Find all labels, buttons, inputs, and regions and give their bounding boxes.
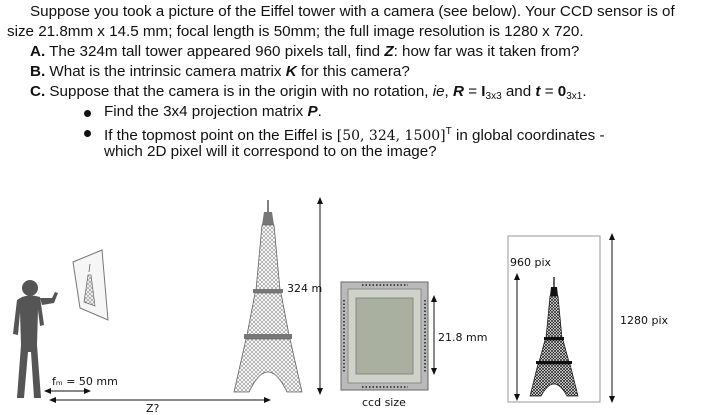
question-c-r: R: [453, 83, 464, 100]
question-c-end: .: [582, 83, 587, 100]
question-b-text: What is the intrinsic camera matrix: [49, 63, 286, 80]
question-c-t: t: [535, 83, 541, 100]
eiffel-tower-icon: [234, 200, 302, 392]
photo-frame: [73, 250, 108, 320]
bullet-2-text-end: in global coordinates -: [451, 127, 605, 144]
distance-label: Z?: [146, 402, 160, 415]
question-c-comma: ,: [444, 83, 453, 100]
question-a-var: Z: [384, 43, 394, 60]
bullet-1-var: P: [307, 103, 318, 120]
bullet-2-text: If the topmost point on the Eiffel is: [104, 127, 337, 144]
question-b-var: K: [285, 63, 297, 80]
question-b-text-end: for this camera?: [296, 63, 410, 80]
question-c-text: Suppose that the camera is in the origin with no rotation,: [49, 83, 433, 100]
question-c-ie: ie: [432, 83, 445, 100]
question-c-i-sub: 3x3: [485, 91, 502, 102]
image-height-label: 1280 pix: [620, 314, 669, 327]
tower-height-label: 324 m: [287, 282, 323, 295]
question-c-and: and: [501, 83, 536, 100]
question-c-zero-sub: 3x1: [566, 91, 583, 102]
question-c-zero: 0: [557, 83, 567, 100]
intro-line-2: size 21.8mm x 14.5 mm; focal length is 50mm; the full image resolution is 1280 x 720.: [7, 23, 584, 40]
question-a-text-end: : how far was it taken from?: [393, 43, 580, 60]
focal-length-label: fₘ = 50 mm: [52, 375, 118, 388]
question-c-label: C.: [30, 83, 46, 100]
ccd-sensor-icon: [341, 282, 428, 390]
sensor-height-label: 21.8 mm: [438, 331, 488, 344]
sensor-caption: ccd size: [362, 396, 406, 409]
question-c-eq2: =: [540, 83, 558, 100]
bullet-1-text-end: .: [317, 103, 322, 120]
bullet-1-text: Find the 3x4 projection matrix: [104, 103, 308, 120]
question-c-i: I: [481, 83, 486, 100]
question-b-label: B.: [30, 63, 46, 80]
bullet-2-sup: T: [445, 126, 452, 137]
intro-line-1: Suppose you took a picture of the Eiffel tower with a camera (see below). Your CCD sensor is of: [30, 3, 675, 20]
bullet-2-line-2: which 2D pixel will it correspond to on the image?: [104, 143, 437, 160]
question-a-text: The 324m tall tower appeared 960 pixels tall, find: [49, 43, 385, 60]
question-c-eq1: =: [463, 83, 482, 100]
question-a-label: A.: [30, 43, 46, 60]
image-width-label: 960 pix: [510, 256, 552, 269]
bullet-2-vector: [50, 324, 1500]: [336, 128, 446, 144]
